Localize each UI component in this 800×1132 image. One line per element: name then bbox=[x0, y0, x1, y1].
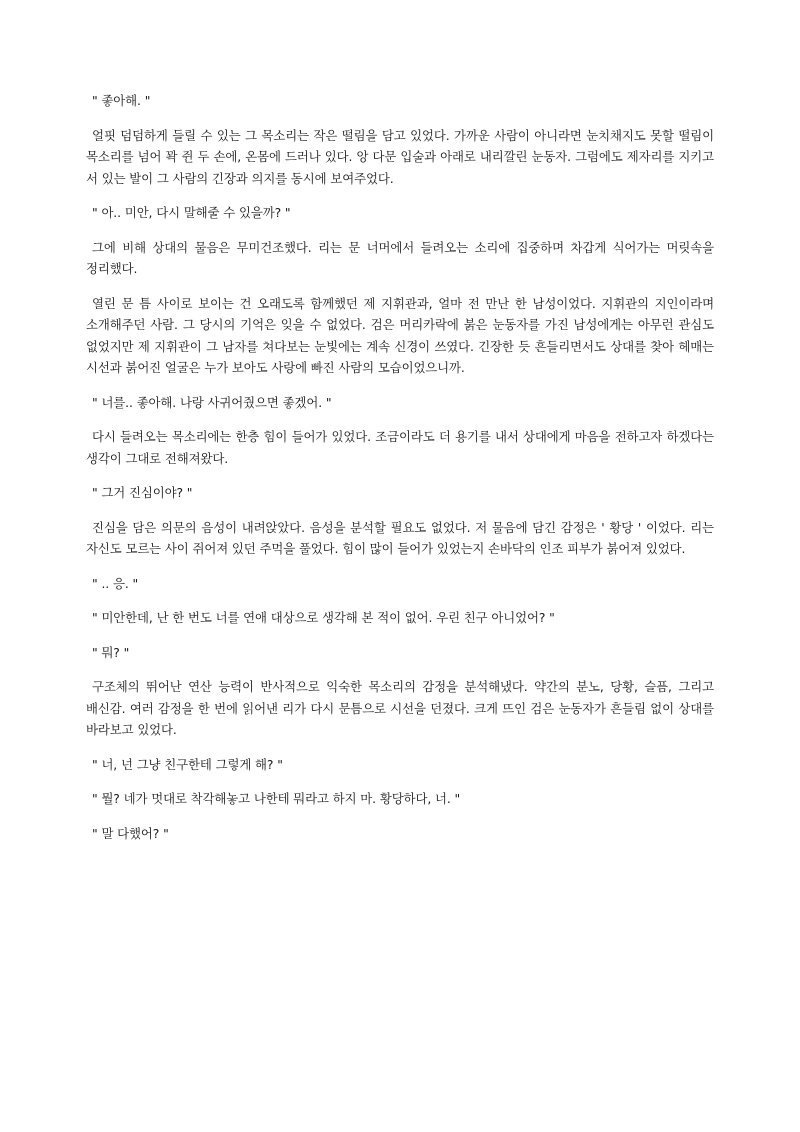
dialogue-line: " 말 다했어? " bbox=[92, 825, 169, 841]
dialogue-line: " 너, 넌 그냥 친구한테 그렇게 해? " bbox=[92, 756, 283, 772]
dialogue-line: " .. 응. " bbox=[92, 575, 139, 591]
narration-paragraph: 구조체의 뛰어난 연산 능력이 반사적으로 익숙한 목소리의 감정을 분석해냈다. 약간의 분노, 당황, 슬픔, 그리고 배신감. 여러 감정을 한 번에 읽어낸 리가 다시 문틈으로 시선을 던졌다. 크게 뜨인 검은 눈동자가 흔들림 없이 상대를 바라보고 있었다. bbox=[86, 679, 714, 737]
dialogue-line: " 좋아해. " bbox=[92, 93, 151, 108]
dialogue-line: " 그거 진심이야? " bbox=[92, 485, 193, 500]
narration-paragraph: 진심을 담은 의문의 음성이 내려앉았다. 음성을 분석할 필요도 없었다. 저 물음에 담긴 감정은 ' 황당 ' 이었다. 리는 자신도 모르는 사이 쥐어져 있던 주먹을 풀었다. 힘이 많이 들어가 있었는지 손바닥의 인조 피부가 붉어져 있었다. bbox=[86, 519, 714, 556]
dialogue-line: " 아.. 미안, 다시 말해줄 수 있을까? " bbox=[92, 205, 291, 220]
story-text bbox=[86, 90, 714, 857]
narration-paragraph: 다시 들려오는 목소리에는 한층 힘이 들어가 있었다. 조금이라도 더 용기를 내서 상대에게 마음을 전하고자 하겠다는 생각이 그대로 전해져왔다. bbox=[86, 429, 714, 466]
dialogue-line: " 뭐? " bbox=[92, 644, 130, 660]
dialogue-line: " 너를.. 좋아해. 나랑 사귀어줬으면 좋겠어. " bbox=[92, 394, 332, 410]
narration-paragraph: 열린 문 틈 사이로 보이는 건 오래도록 함께했던 제 지휘관과, 얼마 전 만난 한 남성이었다. 지휘관의 지인이라며 소개해주던 사람. 그 당시의 기억은 잊을 수 없었다. 검은 머리카락에 붉은 눈동자를 가진 남성에게는 아무런 관심도 없었지만 제 지휘관이 그 남자를 쳐다보는 눈빛에는 계속 신경이 쓰였다. 긴장한 듯 흔들리면서도 상대를 찾아 헤매는 시선과 붉어진 얼굴은 누가 보아도 사랑에 빠진 사람의 모습이었으니까. bbox=[86, 295, 714, 375]
narration-paragraph: 그에 비해 상대의 물음은 무미건조했다. 리는 문 너머에서 들려오는 소리에 집중하며 차갑게 식어가는 머릿속을 정리했다. bbox=[86, 239, 714, 276]
dialogue-line: " 미안한데, 난 한 번도 너를 연애 대상으로 생각해 본 적이 없어. 우린 친구 아니었어? " bbox=[92, 610, 555, 625]
dialogue-line: " 뭘? 네가 멋대로 착각해놓고 나한테 뭐라고 하지 마. 황당하다, 너. " bbox=[92, 791, 461, 806]
narration-paragraph: 얼핏 덤덤하게 들릴 수 있는 그 목소리는 작은 떨림을 담고 있었다. 가까운 사람이 아니라면 눈치채지도 못할 떨림이 목소리를 넘어 꽉 쥔 두 손에, 온몸에 드러나 있다. 앙 다문 입술과 아래로 내리깔린 눈동자. 그럼에도 제자리를 지키고 서 있는 발이 그 사람의 긴장과 의지를 동시에 보여주었다. bbox=[86, 127, 714, 186]
